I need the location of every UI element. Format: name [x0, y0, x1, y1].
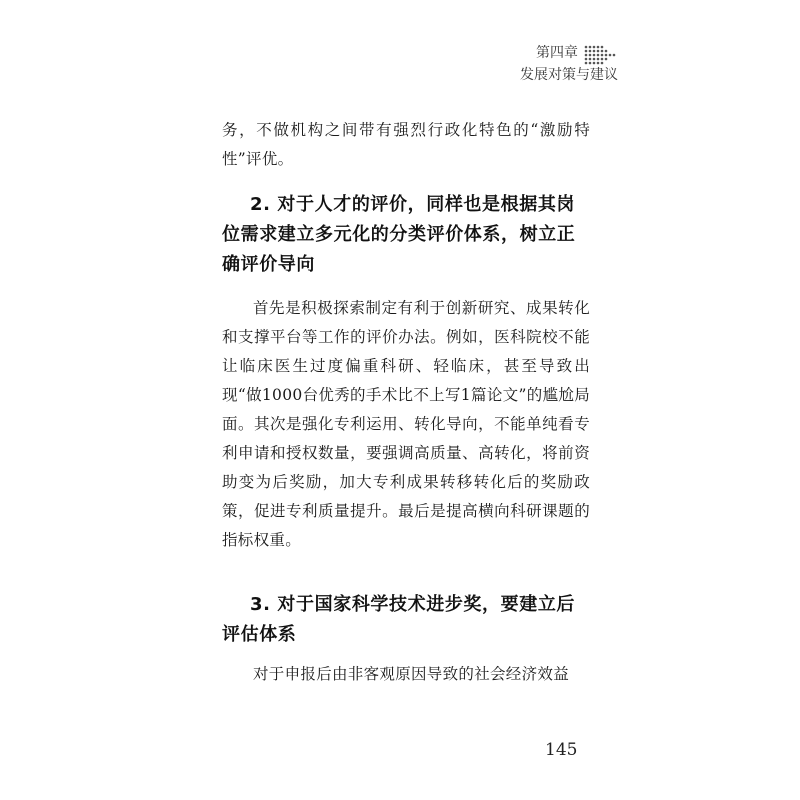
section-heading-3: 3. 对于国家科学技术进步奖，要建立后评估体系: [222, 594, 576, 645]
section-2-body: [222, 294, 590, 555]
page-number: 145: [545, 740, 578, 760]
body-continued: [222, 116, 590, 174]
section-2: [222, 190, 590, 280]
section-3: [222, 590, 590, 650]
paragraph-section-3: 对于申报后由非客观原因导致的社会经济效益: [253, 665, 570, 683]
section-heading-2: 2. 对于人才的评价，同样也是根据其岗位需求建立多元化的分类评价体系，树立正确评价导向: [222, 194, 576, 275]
chapter-title: 发展对策与建议: [520, 67, 618, 83]
paragraph-section-2: 首先是积极探索制定有利于创新研究、成果转化和支撑平台等工作的评价办法。例如，医科院校不能让临床医生过度偏重科研、轻临床，甚至导致出现“做1000台优秀的手术比不上写1篇论文”的尴尬局面。其次是强化专利运用、转化导向，不能单纯看专利申请和授权数量，要强调高质量、高转化，将前资助变为后奖励，加大专利成果转移转化后的奖励政策，促进专利质量提升。最后是提高横向科研课题的指标权重。: [222, 299, 590, 549]
paragraph-continued: 务，不做机构之间带有强烈行政化特色的“激励特性”评优。: [222, 121, 590, 168]
chapter-label: 第四章: [536, 45, 578, 61]
dotted-arrow-icon: [584, 44, 620, 66]
section-3-body: [222, 660, 590, 689]
